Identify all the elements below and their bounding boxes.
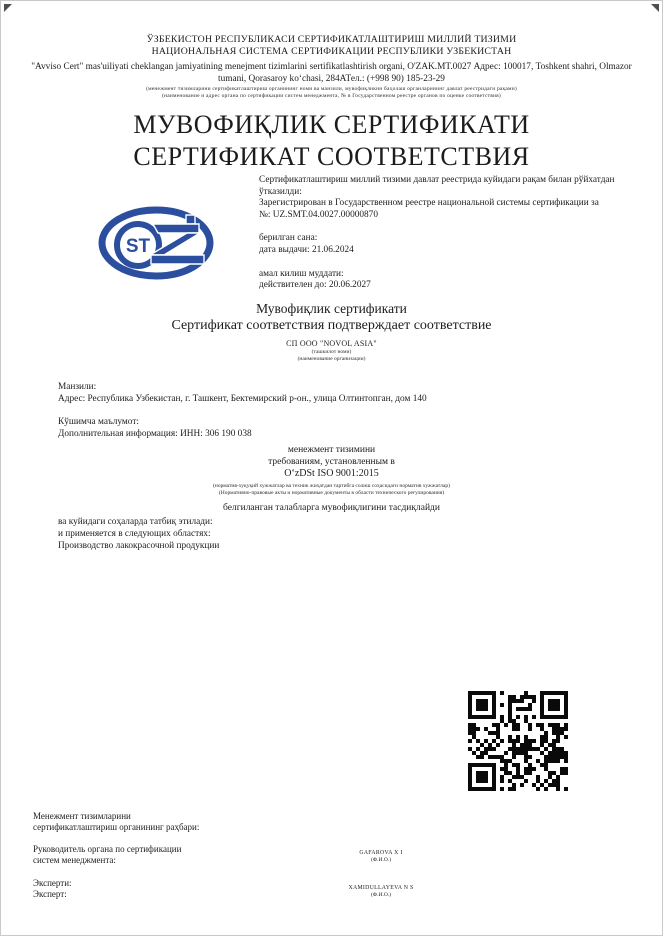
standard-line2: требованиям, установленным в bbox=[268, 457, 395, 467]
page-corner-mark-left bbox=[4, 4, 12, 12]
address-line-ru: Адрес: Республика Узбекистан, г. Ташкент, Бектемирский р-он., улица Олтинтопган, дом 140 bbox=[58, 394, 427, 404]
standard-line1: менежмент тизимини bbox=[287, 445, 376, 455]
cert-body-note-uz: (менежмент тизимларини сертификатлаштириш органининг номи ва манзили, мувофиқликни баҳолаш органларининг давлат реестридаги рақами) bbox=[146, 86, 517, 92]
address-block bbox=[58, 381, 618, 405]
valid-until-value: 20.06.2027 bbox=[328, 280, 371, 291]
system-name-uz: ЎЗБЕКИСТОН РЕСПУБЛИКАСИ СЕРТИФИКАТЛАШТИРИШ МИЛЛИЙ ТИЗИМИ bbox=[146, 34, 517, 45]
page-corner-mark-right bbox=[651, 4, 659, 12]
registration-text-ru: Зарегистрирован в Государственном реестре национальной системы сертификации за bbox=[259, 198, 599, 209]
certificate-title-uz: МУВОФИҚЛИК СЕРТИФИКАТИ bbox=[133, 110, 530, 139]
uzstandard-stz-logo bbox=[98, 206, 214, 280]
signature-head-label-ru: Руководитель органа по сертификации систем менеджмента: bbox=[33, 844, 182, 865]
issue-date-line: дата выдачи: 21.06.2024 bbox=[259, 244, 354, 255]
head-fio-label: (Ф.И.О.) bbox=[370, 857, 392, 863]
valid-until-label-uz: амал килиш муддати: bbox=[259, 268, 344, 279]
standard-confirm-uz: белгиланган талабларга мувофиқлигини тасдиқлайди bbox=[223, 503, 440, 514]
stz-logo-icon bbox=[98, 206, 214, 280]
iso-standard: O‘zDSt ISO 9001:2015 bbox=[284, 468, 379, 479]
registration-block bbox=[259, 175, 654, 292]
address-label-uz: Манзили: bbox=[58, 382, 97, 392]
company-note-uz: (ташкилот номи) bbox=[311, 349, 352, 355]
system-header bbox=[1, 34, 662, 57]
inn-value: ИНН: 306 190 038 bbox=[180, 429, 252, 439]
issue-date-value: 21.06.2024 bbox=[311, 244, 354, 255]
standard-note-uz: (норматив-хуқуқий хужжатлар ва техник жиҳатдан тартибга солиш соҳасидаги норматив хужжатлар) bbox=[213, 483, 450, 489]
svg-text:ST: ST bbox=[125, 236, 151, 257]
signature-head-label-uz: Менежмент тизимларини сертификатлаштириш органининг раҳбари: bbox=[33, 811, 200, 832]
issue-date-label-uz: берилган сана: bbox=[259, 233, 318, 244]
signature-expert-label: Эксперти: Эксперт: bbox=[33, 878, 72, 899]
certificate-title-ru: СЕРТИФИКАТ СООТВЕТСТВИЯ bbox=[133, 142, 530, 171]
system-name-ru: НАЦИОНАЛЬНАЯ СИСТЕМА СЕРТИФИКАЦИИ РЕСПУБЛИКИ УЗБЕКИСТАН bbox=[151, 45, 512, 57]
registration-number: №: UZ.SMT.04.0027.00000870 bbox=[259, 209, 378, 220]
standard-block bbox=[1, 444, 662, 514]
scope-block bbox=[58, 517, 618, 552]
registration-text-uz: Сертификатлаштириш миллий тизими давлат реестрида куйидаги рақам билан рўйхатдан ўтказилди: bbox=[259, 175, 615, 197]
qr-code bbox=[468, 691, 568, 791]
scope-label-uz: ва куйидаги соҳаларда татбиқ этилади: bbox=[58, 517, 213, 527]
company-name: СП ООО "NOVOL ASIA" bbox=[286, 339, 377, 348]
additional-info-block bbox=[58, 416, 618, 440]
scope-value: Производство лакокрасочной продукции bbox=[58, 540, 220, 551]
qr-code-icon bbox=[468, 691, 568, 791]
cert-body-info: "Avviso Cert" mas'uiliyati cheklangan jamiyatining menejment tizimlarini sertifikatlashtirish organi, O'ZAK.MT.0027 Адрес: 100017, Toshkent shahri, Olmazor tumani, Qorasaroy ko‘chasi, 284АТел.: (+998 90) 185-23-29 bbox=[31, 62, 632, 84]
standard-notes bbox=[1, 483, 662, 496]
signature-expert-name: XAMIDULLAYEVA N S (Ф.И.О.) bbox=[291, 885, 471, 899]
signature-head-name: GAFAROVA X I (Ф.И.О.) bbox=[291, 850, 471, 864]
confirmation-ru: Сертификат соответствия подтверждает соответствие bbox=[171, 318, 492, 333]
confirmation-block bbox=[1, 301, 662, 362]
scope-label-ru: и применяется в следующих областях: bbox=[58, 528, 211, 539]
expert-fio-label: (Ф.И.О.) bbox=[370, 892, 392, 898]
cert-body-notes bbox=[61, 86, 602, 100]
cert-body-note-ru: (наименование и адрес органа по сертификации систем менеджмента, № в Государственном реестре органов по оценке соответствия) bbox=[162, 92, 501, 99]
valid-until-line: действителен до: 20.06.2027 bbox=[259, 280, 371, 291]
confirmation-uz: Мувофиқлик сертификати bbox=[256, 301, 407, 316]
standard-note-ru: (Нормативно-правовые акты и нормативные документы в области технического регулирования) bbox=[218, 489, 445, 496]
additional-info-line: Дополнительная информация: ИНН: 306 190 038 bbox=[58, 429, 252, 439]
company-note-ru: (наименование организации) bbox=[297, 355, 366, 362]
additional-info-label-uz: Кўшимча маълумот: bbox=[58, 417, 139, 427]
certificate-title bbox=[1, 109, 662, 173]
